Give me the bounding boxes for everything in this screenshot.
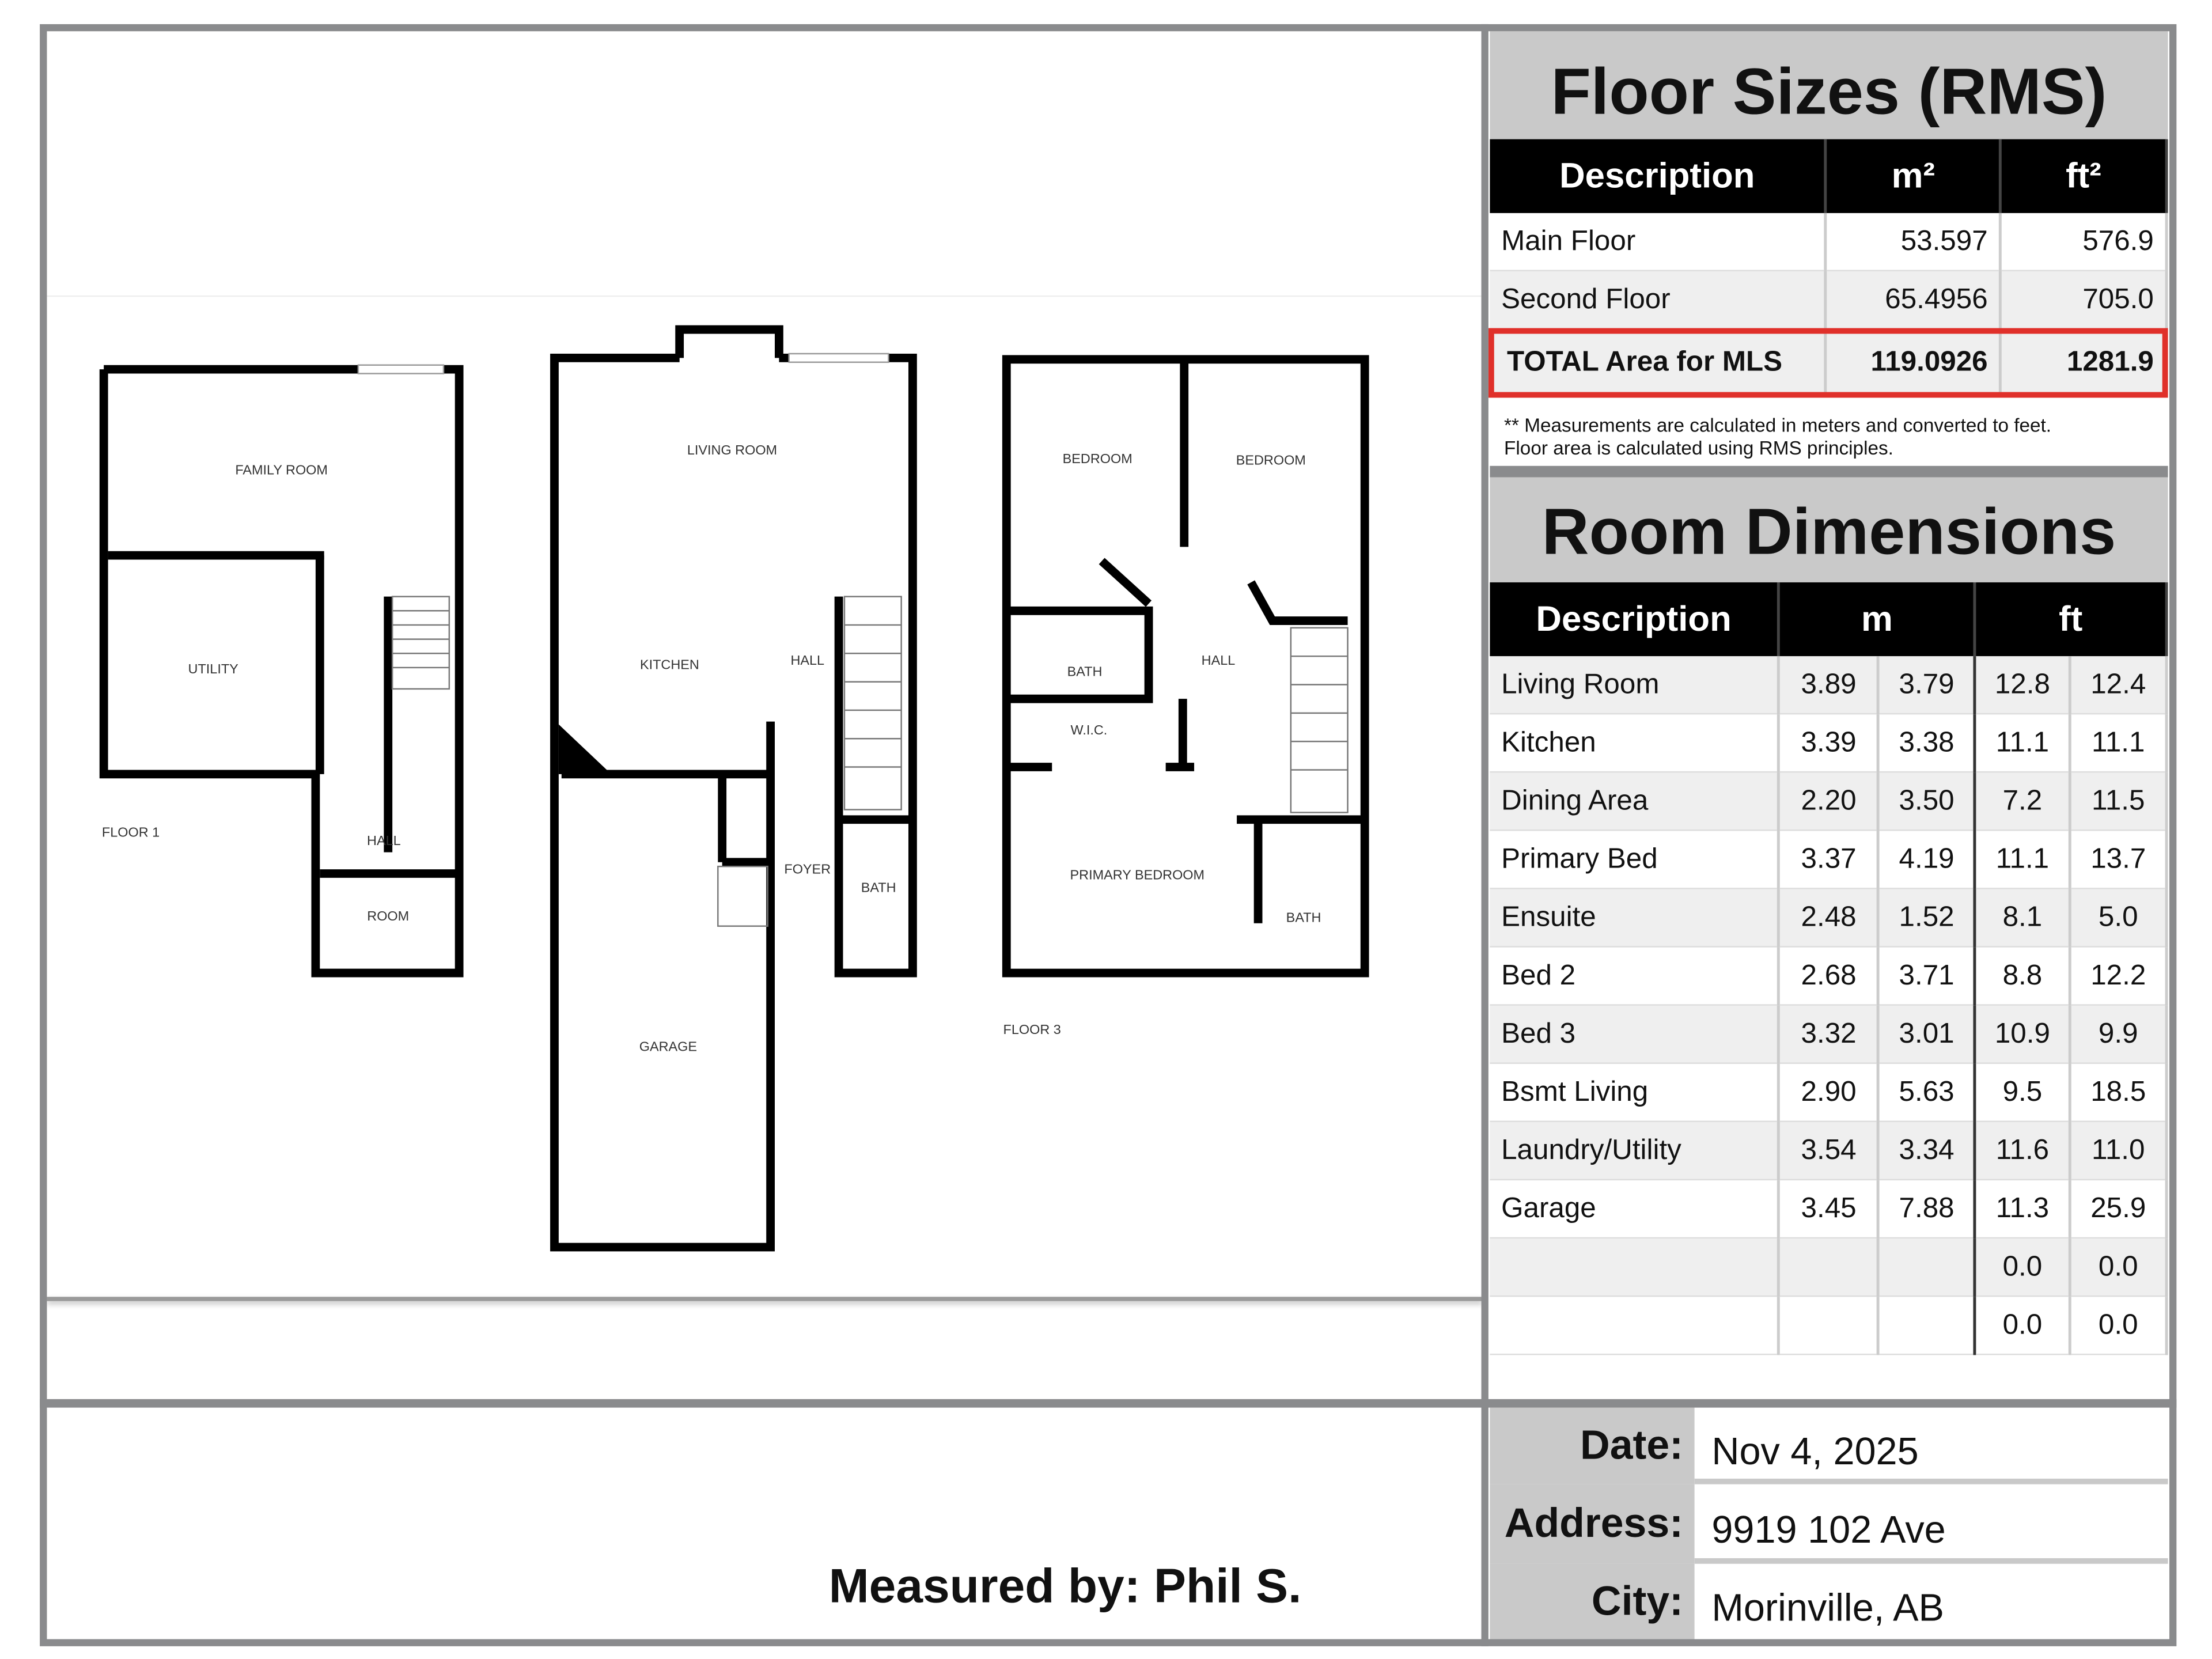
dimension-cell: 11.1 — [2070, 714, 2166, 772]
dimension-cell: 11.1 — [1975, 714, 2070, 772]
room-label: HALL — [1201, 653, 1236, 668]
room-label: UTILITY — [188, 661, 238, 676]
dimension-cell: 3.37 — [1779, 830, 1878, 888]
dimension-cell: 3.01 — [1878, 1005, 1975, 1063]
room-label: HALL — [790, 653, 825, 668]
dimension-cell: 2.20 — [1779, 772, 1878, 830]
dimension-cell: 12.8 — [1975, 656, 2070, 714]
cell: TOTAL Area for MLS — [1490, 329, 1825, 396]
col-header: ft — [1975, 582, 2166, 656]
room-label: GARAGE — [639, 1039, 698, 1054]
dimension-cell: 2.68 — [1779, 946, 1878, 1005]
room-name-cell: Dining Area — [1490, 772, 1779, 830]
room-label: PRIMARY BEDROOM — [1070, 867, 1205, 882]
cell: 65.4956 — [1826, 271, 2001, 329]
dimension-cell: 3.45 — [1779, 1180, 1878, 1238]
cell: 119.0926 — [1826, 329, 2001, 396]
cell: Second Floor — [1490, 271, 1825, 329]
dimension-cell: 11.1 — [1975, 830, 2070, 888]
dimension-cell: 3.89 — [1779, 656, 1878, 714]
date-label: Date: — [1490, 1408, 1694, 1484]
dimension-cell: 3.34 — [1878, 1122, 1975, 1180]
room-label: BATH — [861, 880, 896, 895]
room-name-cell: Laundry/Utility — [1490, 1122, 1779, 1180]
dimension-cell: 13.7 — [2070, 830, 2166, 888]
dimension-cell: 12.4 — [2070, 656, 2166, 714]
cell: 705.0 — [2001, 271, 2166, 329]
room-name-cell: Kitchen — [1490, 714, 1779, 772]
address-label: Address: — [1490, 1484, 1694, 1564]
note-line: Floor area is calculated using RMS principles. — [1504, 437, 1893, 459]
dimension-cell: 3.79 — [1878, 656, 1975, 714]
room-label: FAMILY ROOM — [235, 462, 328, 478]
dimension-cell: 7.88 — [1878, 1180, 1975, 1238]
dimension-cell: 8.8 — [1975, 946, 2070, 1005]
room-name-cell: Bed 3 — [1490, 1005, 1779, 1063]
dimension-cell: 3.50 — [1878, 772, 1975, 830]
dimension-cell: 0.0 — [2070, 1296, 2166, 1354]
room-label: FOYER — [784, 861, 831, 877]
col-header: Description — [1490, 582, 1779, 656]
room-label: BEDROOM — [1236, 452, 1306, 468]
dimension-cell: 9.5 — [1975, 1063, 2070, 1122]
dimension-cell: 10.9 — [1975, 1005, 2070, 1063]
room-label: BEDROOM — [1062, 450, 1132, 466]
dimension-cell: 0.0 — [1975, 1296, 2070, 1354]
dimension-cell: 2.90 — [1779, 1063, 1878, 1122]
dimension-cell: 11.6 — [1975, 1122, 2070, 1180]
room-label: LIVING ROOM — [687, 442, 778, 458]
dimension-cell: 3.54 — [1779, 1122, 1878, 1180]
dimension-cell: 0.0 — [1975, 1238, 2070, 1296]
dimension-cell: 8.1 — [1975, 888, 2070, 946]
room-label: ROOM — [367, 908, 410, 923]
room-name-cell: Living Room — [1490, 656, 1779, 714]
floor-sizes-title: Floor Sizes (RMS) — [1490, 31, 2168, 139]
room-name-cell: Garage — [1490, 1180, 1779, 1238]
address-value: 9919 102 Ave — [1695, 1484, 2168, 1564]
room-label: BATH — [1286, 910, 1321, 925]
dimension-cell: 5.63 — [1878, 1063, 1975, 1122]
cell: 53.597 — [1826, 213, 2001, 271]
floor-label: FLOOR 3 — [1003, 1022, 1061, 1037]
dimension-cell: 11.3 — [1975, 1180, 2070, 1238]
col-header: m² — [1826, 139, 2001, 213]
cell: 576.9 — [2001, 213, 2166, 271]
dimension-cell: 3.39 — [1779, 714, 1878, 772]
room-name-cell: Ensuite — [1490, 888, 1779, 946]
floor-label: FLOOR 1 — [101, 824, 160, 840]
dimension-cell: 4.19 — [1878, 830, 1975, 888]
dimension-cell: 0.0 — [2070, 1238, 2166, 1296]
dimension-cell: 3.32 — [1779, 1005, 1878, 1063]
date-value: Nov 4, 2025 — [1695, 1408, 2168, 1484]
dimension-cell: 7.2 — [1975, 772, 2070, 830]
dimension-cell: 5.0 — [2070, 888, 2166, 946]
cell: Main Floor — [1490, 213, 1825, 271]
dimension-cell: 9.9 — [2070, 1005, 2166, 1063]
dimension-cell: 3.71 — [1878, 946, 1975, 1005]
measured-by: Measured by: Phil S. — [828, 1559, 1302, 1614]
dimension-cell: 25.9 — [2070, 1180, 2166, 1238]
dimension-cell: 12.2 — [2070, 946, 2166, 1005]
room-label: HALL — [367, 833, 401, 849]
dimension-cell: 11.5 — [2070, 772, 2166, 830]
divider — [40, 1399, 2176, 1408]
cell: 1281.9 — [2001, 329, 2166, 396]
room-name-cell: Primary Bed — [1490, 830, 1779, 888]
col-header: m — [1779, 582, 1975, 656]
dimension-cell: 2.48 — [1779, 888, 1878, 946]
room-label: BATH — [1067, 664, 1103, 679]
dimension-cell: 18.5 — [2070, 1063, 2166, 1122]
dimension-cell: 3.38 — [1878, 714, 1975, 772]
city-value: Morinville, AB — [1695, 1564, 2168, 1641]
room-dimensions-title: Room Dimensions — [1490, 478, 2168, 582]
col-header: Description — [1490, 139, 1825, 213]
col-header: ft² — [2001, 139, 2166, 213]
room-label: W.I.C. — [1070, 722, 1108, 737]
room-label: KITCHEN — [639, 657, 699, 672]
dimension-cell: 11.0 — [2070, 1122, 2166, 1180]
room-name-cell: Bed 2 — [1490, 946, 1779, 1005]
dimension-cell: 1.52 — [1878, 888, 1975, 946]
city-label: City: — [1490, 1564, 1694, 1641]
note-line: ** Measurements are calculated in meters and converted to feet. — [1504, 415, 2052, 437]
room-name-cell: Bsmt Living — [1490, 1063, 1779, 1122]
